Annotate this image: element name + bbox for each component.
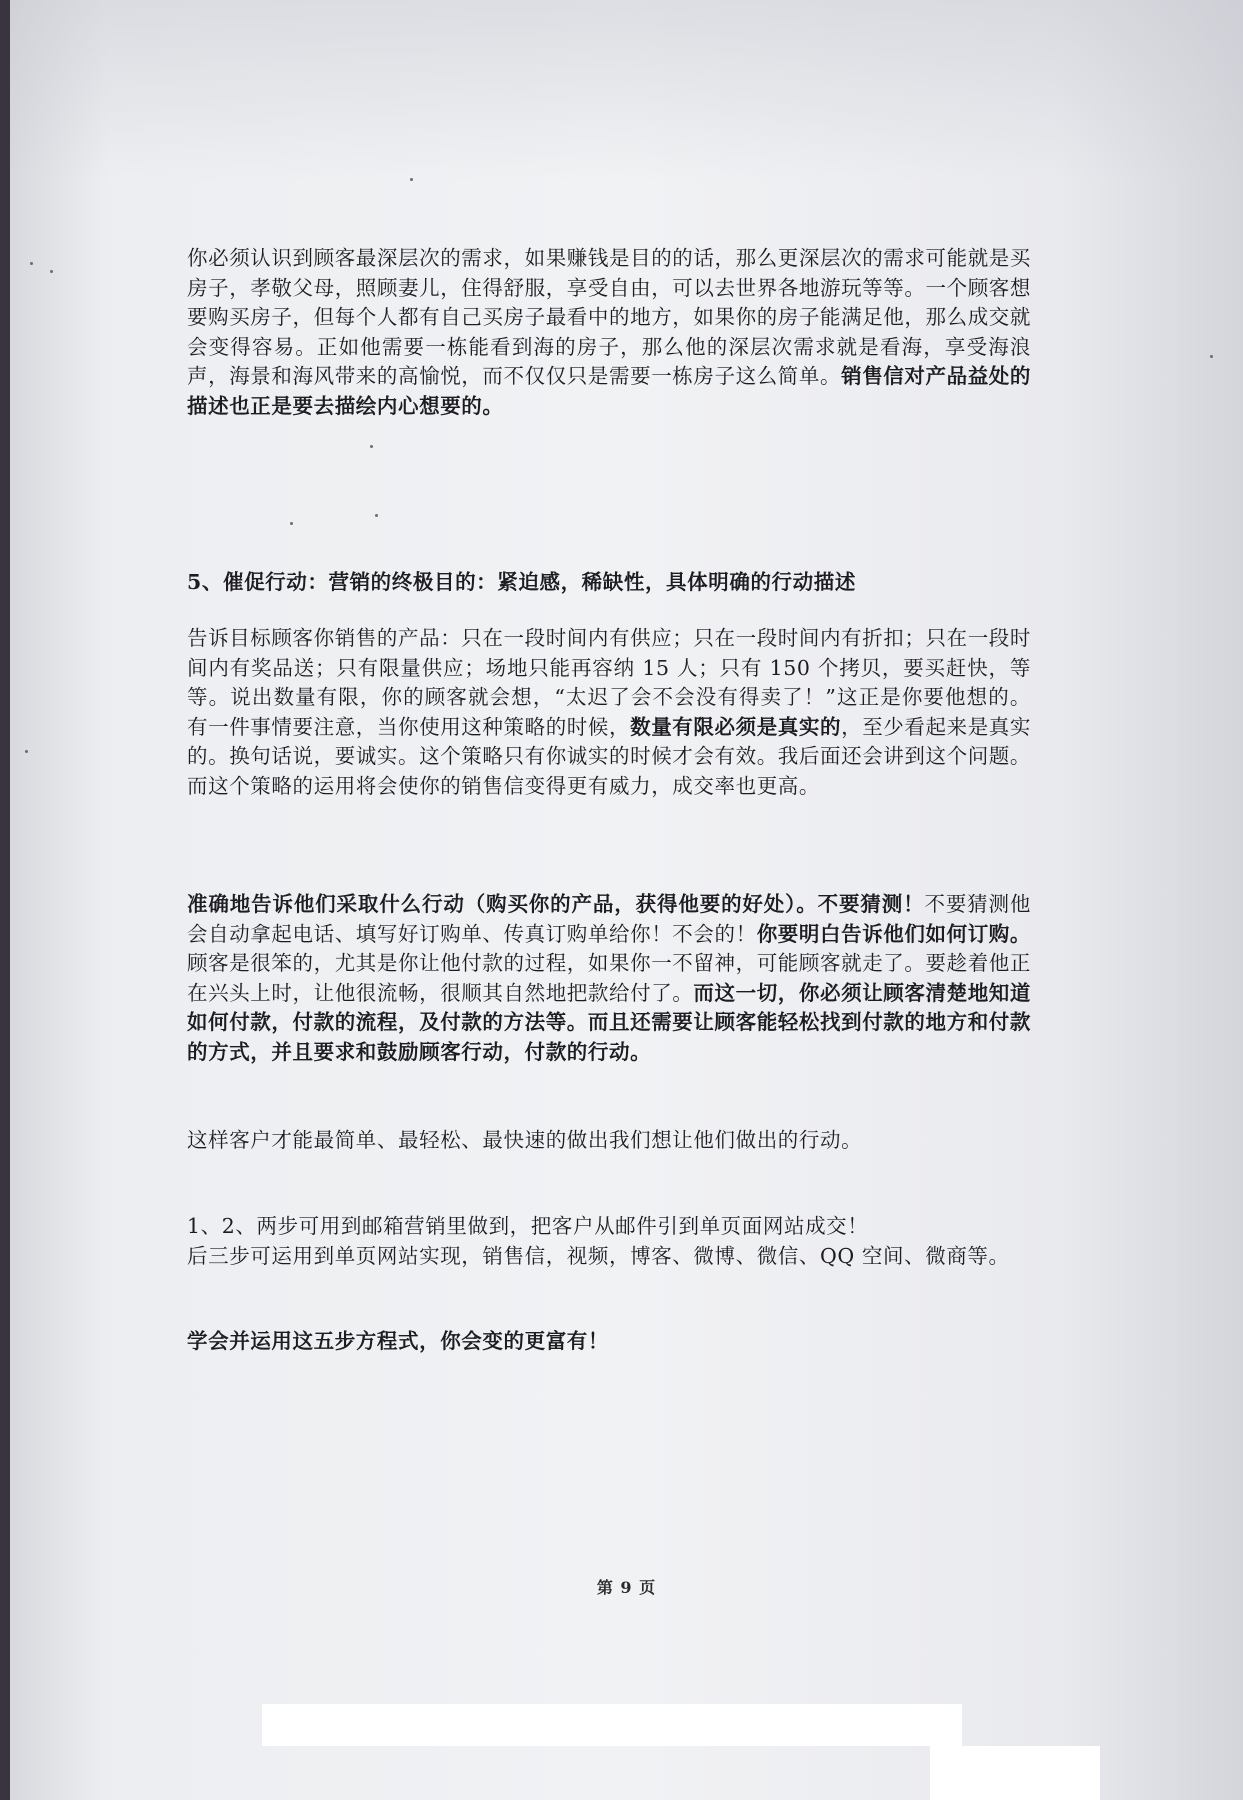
scan-speck [30,262,33,265]
paragraph-deep-needs [187,244,1031,422]
page-number: 第 9 页 [596,1578,657,1597]
paragraph-text: 顾客是很笨的，尤其是你让他付款的过程，如果你一不留神，可能顾客就走了。要趁着他正在兴头上时，让他很流畅，很顺其自然地把款给付了。 [187,951,1031,1005]
paragraph-bold-text: 销售信对产品益处的描述也正是要去描绘内心想要的。 [187,364,1032,418]
scan-speck [375,514,378,517]
paragraph-scarcity [187,624,1031,802]
scan-speck [50,270,53,273]
paragraph-conclusion [187,1327,1031,1357]
scan-speck [410,178,413,181]
section-heading-5 [187,568,1031,598]
paragraph-text: 告诉目标顾客你销售的产品：只在一段时间内有供应；只在一段时间内有折扣；只在一段时间内有奖品送；只有限量供应；场地只能再容纳 15 人；只有 150 个拷贝，要买赶快，等等。说出数量有限，你的顾客就会想，“太迟了会不会没有得卖了！”这正是你要他想的。有一件事情要注意，当你使用这种策略的时候， [187,626,1031,739]
redaction-box [262,1704,962,1746]
scan-speck [290,522,293,525]
paragraph-bold-text: 而这一切，你必须让顾客清楚地知道如何付款，付款的流程，及付款的方法等。而且还需要让顾客能轻松找到付款的地方和付款的方式，并且要求和鼓励顾客行动，付款的行动。 [187,980,1032,1064]
page-shadow [10,0,1243,180]
paragraph-summary [187,1126,1031,1156]
paragraph-bold-text: 学会并运用这五步方程式，你会变的更富有！ [187,1329,609,1353]
scan-speck [370,445,373,448]
paragraph-line: 1、2、两步可用到邮箱营销里做到，把客户从邮件引到单页面网站成交！ [187,1214,869,1238]
heading-text: 5、催促行动：营销的终极目的：紧迫感，稀缺性，具体明确的行动描述 [187,570,856,594]
paragraph-text: ，至少看起来是真实的。换句话说，要诚实。这个策略只有你诚实的时候才会有效。我后面还会讲到这个问题。而这个策略的运用将会使你的销售信变得更有威力，成交率也更高。 [187,714,1032,798]
paragraph-text: 你必须认识到顾客最深层次的需求，如果赚钱是目的的话，那么更深层次的需求可能就是买房子，孝敬父母，照顾妻儿，住得舒服，享受自由，可以去世界各地游玩等等。一个顾客想要购买房子，但每个人都有自己买房子最看中的地方，如果你的房子能满足他，那么成交就会变得容易。正如他需要一栋能看到海的房子，那么他的深层次需求就是看海，享受海浪声，海景和海风带来的高愉悦，而不仅仅只是需要一栋房子这么简单。 [187,246,1031,389]
scan-speck [25,750,28,753]
paragraph-bold-text: 准确地告诉他们采取什么行动（购买你的产品，获得他要的好处）。不要猜测！ [187,892,925,916]
redaction-box [930,1746,1100,1800]
paragraph-call-to-action [187,890,1031,1068]
scan-speck [1210,355,1213,358]
document-page [10,0,1243,1800]
paragraph-line: 后三步可运用到单页网站实现，销售信，视频，博客、微博、微信、QQ 空间、微商等。 [187,1243,1010,1268]
paragraph-bold-text: 你要明白告诉他们如何订购。 [756,921,1032,946]
paragraph-bold-text: 数量有限必须是真实的 [630,714,842,739]
paragraph-text: 这样客户才能最简单、最轻松、最快速的做出我们想让他们做出的行动。 [187,1128,863,1152]
paragraph-text: 不要猜测他会自动拿起电话、填写好订购单、传真订购单给你！不会的！ [187,892,1032,946]
paragraph-steps [187,1212,1031,1271]
